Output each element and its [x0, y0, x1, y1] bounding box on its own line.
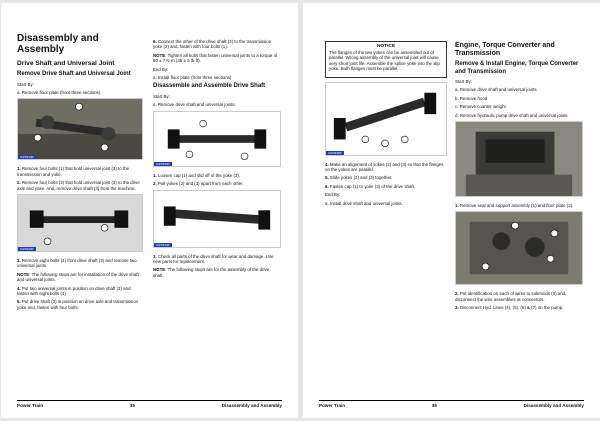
start-by-label: Start By:: [455, 79, 472, 84]
step-item: 4. Put two universal joints in position on drive shaft (3) and fasten with eight bolts (4).: [17, 285, 131, 296]
drive-shaft-photo-4: [153, 190, 281, 248]
footer-chapter: Power Train: [17, 403, 44, 408]
note: NOTE: The following steps are for the assembly of the drive shaft.: [153, 267, 270, 278]
drive-shaft-photo-2: [17, 194, 143, 252]
step-item: 6. Connect the other of the drive shaft (3) to the transmission yoke (2) and, fasten with four bolts (1).: [153, 39, 272, 50]
drive-shaft-photo-1: [17, 98, 143, 160]
step-item: 5. Slide yokes (2) and (3) together.: [325, 175, 393, 181]
notice-text: The flanges of the two yokes can be assembled out of parallel. Wrong assembly of the universal joint will cause very short joint life. Assemble the spline yoke into the slip yoke. Both flanges must be parallel.: [329, 50, 440, 72]
note: NOTE: The following steps are for installation of the drive shaft and universal joints.: [17, 271, 139, 283]
start-by-label: Start By:: [153, 93, 170, 99]
drive-shaft-photo-5: [325, 82, 447, 156]
section-heading: Disassemble and Assemble Drive Shaft: [153, 83, 266, 90]
step-item: 3. Remove eight bolts (4) from drive shaft (3) and remove two universal joints.: [17, 257, 137, 269]
start-by-item: d. Remove hydraulic pump drive shaft and universal joints: [455, 112, 568, 118]
subsection-heading: Remove Drive Shaft and Universal Joint: [17, 71, 131, 77]
section-title: Engine, Torque Converter and Transmission: [455, 42, 555, 57]
start-by-item: b. Remove hood: [455, 95, 488, 101]
figure-tag: ICP0319P: [20, 155, 34, 160]
start-by-item: a. Remove drive shaft and universal joints: [455, 87, 537, 93]
end-by-label: End By:: [153, 66, 169, 72]
start-by-item: a. Remove floor plate (front three sections): [17, 89, 101, 95]
figure-tag: ICP0335P: [328, 150, 342, 155]
notice-title: NOTICE: [376, 44, 396, 49]
step-item: 4. Make an alignment of yokes (2) and (3) so that the flanges on the yokes are parallel.: [325, 161, 444, 173]
end-by-item: a. Install floor plate (from three sections): [153, 75, 232, 81]
end-by-label: End By:: [325, 192, 341, 198]
step-item: 1. Remove seat and support assembly (1) and floor plate (2).: [455, 203, 574, 209]
page-footer: [17, 400, 282, 408]
footer-section: Disassembly and Assembly: [221, 403, 282, 408]
step-item: 3. Disconnect Hyd. Lines (4), (5), (6) & (7) on the pump.: [455, 305, 564, 311]
start-by-label: Start By:: [17, 81, 34, 87]
left-column-1: [17, 33, 143, 313]
start-by-item: c. Remove counter weight: [455, 104, 506, 110]
step-item: 6. Fasten cap (1) to yoke (3) of the drive shaft.: [325, 183, 416, 189]
right-column-1: [325, 41, 447, 209]
left-page: [1, 3, 298, 418]
page-footer: [319, 400, 584, 408]
step-item: 2. Pull yokes (2) and (3) apart from each other.: [153, 181, 244, 187]
right-page: [303, 3, 600, 418]
footer-section: Disassembly and Assembly: [523, 403, 584, 408]
figure-tag: ICP0334P: [156, 242, 170, 247]
step-item: 1. Remove four bolts (1) that hold universal joint (3) to the transmission and yoke.: [17, 166, 130, 177]
step-item: 2. Put identification on each of wires to solenoids (3) and, disconnect the wire assemblies at connectors.: [455, 291, 567, 302]
step-item: 3. Check all parts of the drive shaft for wear and damage. Use new parts for replacement.: [153, 253, 274, 264]
page-number: 35: [129, 403, 135, 408]
machine-seat-photo: [455, 121, 583, 197]
step-item: 1. Loosen cap (1) and slid off of the yoke (3).: [153, 172, 241, 178]
drive-shaft-photo-3: [153, 111, 281, 167]
subsection-heading: Remove & Install Engine, Torque Converter and Transmission: [455, 61, 579, 75]
start-by-item: a. Remove drive shaft and universal joints.: [153, 102, 236, 108]
end-by-item: a. Install drive shaft and universal joints.: [325, 200, 403, 206]
step-item: 2. Remove four bolts (2) that hold universal joint (3) to the drive axle and yoke. And, remove drive shaft (3) from the machine.: [17, 180, 140, 191]
solenoid-photo: [455, 211, 583, 285]
section-heading: Drive Shaft and Universal Joint: [17, 60, 115, 67]
page-number: 36: [431, 403, 437, 408]
note: NOTE: Tighten all bolts that fasten universal joints to a torque of 60 ± 7 N·m (45 ± 5 lb·ft).: [153, 52, 278, 64]
figure-tag: ICP0330P: [156, 161, 170, 166]
right-column-2: [455, 39, 583, 314]
page-title: Disassembly and Assembly: [17, 33, 99, 55]
step-item: 5. Put drive shaft (3) in position on drive axle and transmission yoke and, fasten with four bolts.: [17, 299, 139, 310]
footer-chapter: Power Train: [319, 403, 346, 408]
left-column-2: [153, 39, 281, 281]
figure-tag: ICP0320P: [20, 246, 34, 251]
notice-box: [325, 41, 447, 78]
